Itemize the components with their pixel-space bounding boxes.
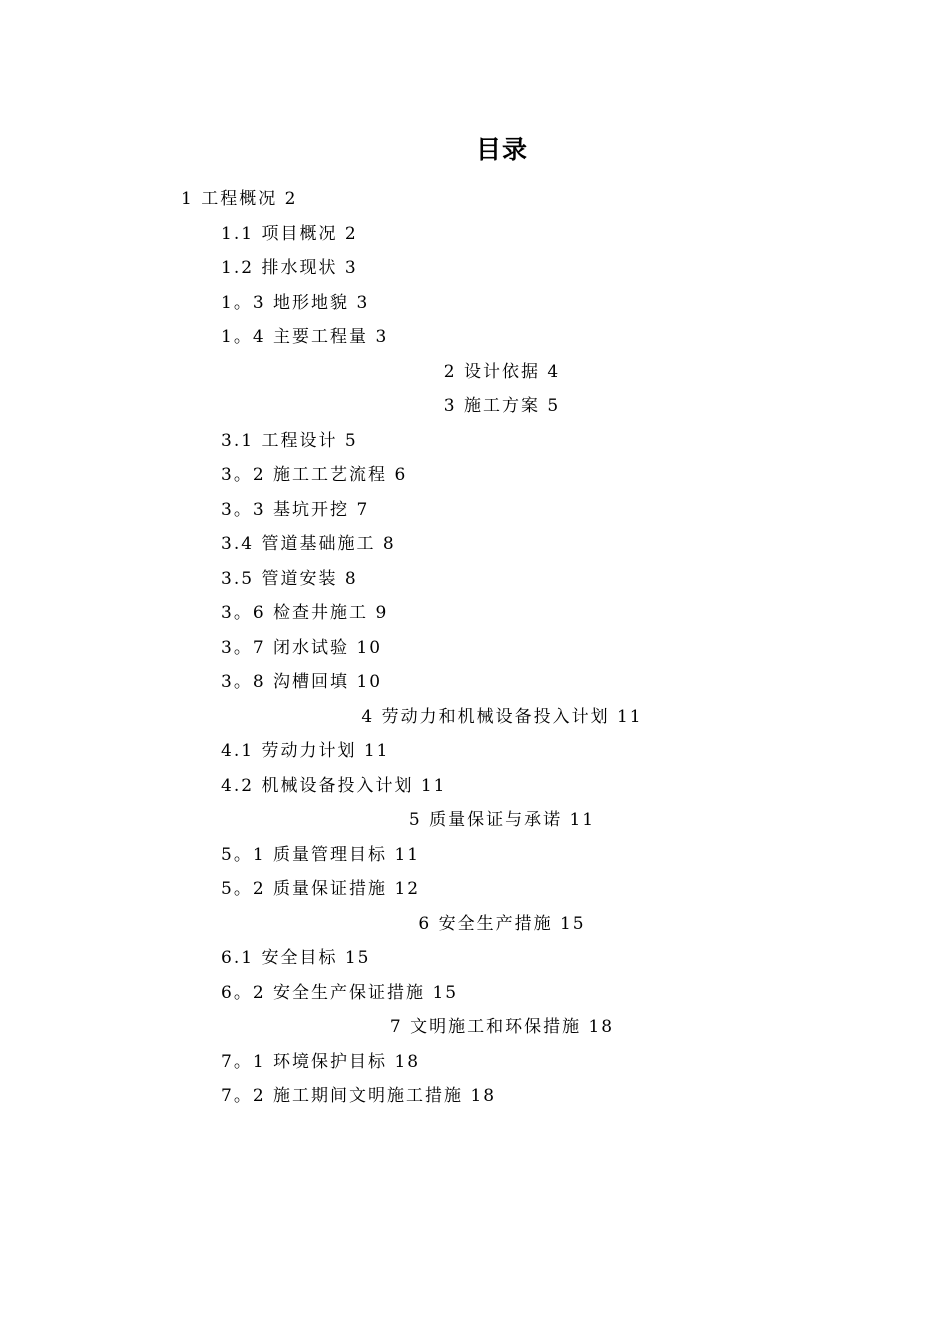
toc-entry-6-1: 6.1 安全目标 15 — [221, 948, 371, 968]
toc-entry-7-1: 7。1 环境保护目标 18 — [221, 1052, 421, 1072]
toc-entry-4: 4 劳动力和机械设备投入计划 11 — [361, 707, 643, 727]
toc-entry-1-2: 1.2 排水现状 3 — [221, 258, 358, 278]
toc-entry-4-2: 4.2 机械设备投入计划 11 — [221, 776, 447, 796]
toc-entry-5-2: 5。2 质量保证措施 12 — [221, 879, 421, 899]
toc-entry-7: 7 文明施工和环保措施 18 — [389, 1017, 615, 1037]
toc-entry-3-4: 3.4 管道基础施工 8 — [221, 534, 396, 554]
toc-entry-3: 3 施工方案 5 — [443, 396, 561, 416]
toc-entry-6-2: 6。2 安全生产保证措施 15 — [221, 983, 459, 1003]
toc-entry-1-1: 1.1 项目概况 2 — [221, 224, 358, 244]
toc-entry-5: 5 质量保证与承诺 11 — [408, 810, 596, 830]
toc-entry-3-5: 3.5 管道安装 8 — [221, 569, 358, 589]
toc-entry-3-2: 3。2 施工工艺流程 6 — [221, 465, 408, 485]
toc-entry-5-1: 5。1 质量管理目标 11 — [221, 845, 421, 865]
toc-entry-3-3: 3。3 基坑开挖 7 — [221, 500, 370, 520]
toc-entry-6: 6 安全生产措施 15 — [418, 914, 586, 934]
toc-entry-2: 2 设计依据 4 — [443, 362, 561, 382]
toc-entry-3-6: 3。6 检查井施工 9 — [221, 603, 389, 623]
toc-entry-7-2: 7。2 施工期间文明施工措施 18 — [221, 1086, 497, 1106]
toc-title: 目录 — [475, 135, 528, 164]
toc-entry-1-4: 1。4 主要工程量 3 — [221, 327, 389, 347]
toc-entry-1-3: 1。3 地形地貌 3 — [221, 293, 370, 313]
toc-entry-3-7: 3。7 闭水试验 10 — [221, 638, 383, 658]
toc-entry-4-1: 4.1 劳动力计划 11 — [221, 741, 390, 761]
toc-entry-3-1: 3.1 工程设计 5 — [221, 431, 358, 451]
toc-entry-1: 1 工程概况 2 — [181, 189, 298, 209]
toc-entry-3-8: 3。8 沟槽回填 10 — [221, 672, 383, 692]
